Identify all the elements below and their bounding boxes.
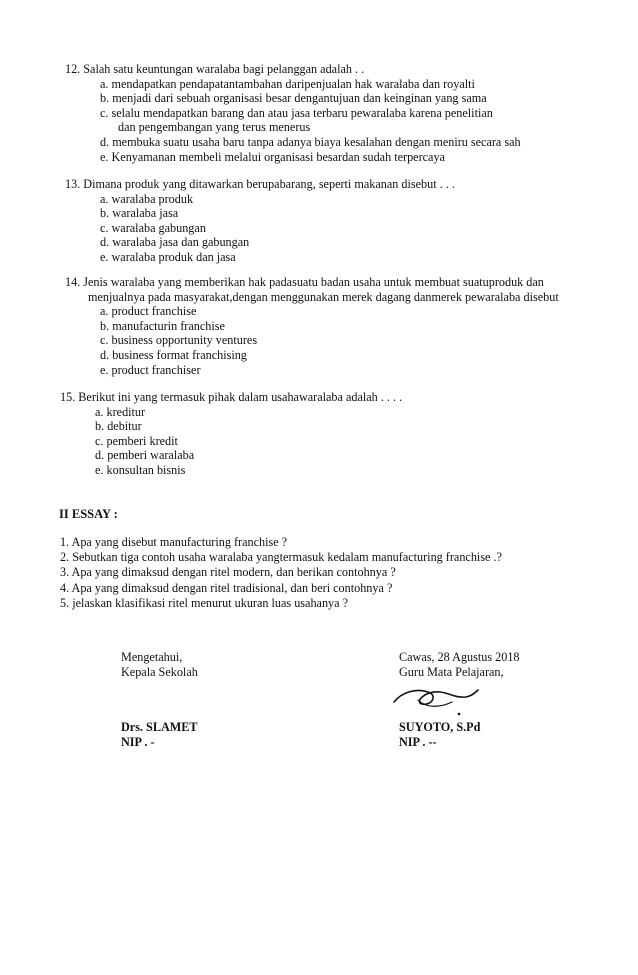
essay-item: 4. Apa yang dimaksud dengan ritel tradisional, dan beri contohnya ?: [60, 580, 393, 595]
option-b: b. manufacturin franchise: [100, 318, 225, 333]
question-stem-continuation: menjualnya pada masyarakat,dengan menggunakan merek dagang danmerek pewaralaba disebut: [88, 289, 559, 304]
option-e: e. product franchiser: [100, 362, 201, 377]
question-stem: 13. Dimana produk yang ditawarkan berupabarang, seperti makanan disebut . . .: [65, 177, 455, 191]
option-c: c. selalu mendapatkan barang dan atau jasa terbaru pewaralaba karena penelitian: [100, 105, 493, 120]
teacher-name: SUYOTO, S.Pd: [399, 720, 481, 734]
essay-item: 3. Apa yang dimaksud dengan ritel modern, dan berikan contohnya ?: [60, 565, 396, 580]
option-a: a. mendapatkan pendapatantambahan daripenjualan hak waralaba dan royalti: [100, 76, 475, 91]
essay-heading: II ESSAY :: [59, 507, 118, 521]
question-13: [65, 177, 455, 265]
sig-role-label: Guru Mata Pelajaran,: [399, 665, 504, 680]
option-c-continuation: dan pengembangan yang terus menerus: [118, 120, 311, 135]
signature-name-principal: [121, 720, 198, 750]
signature-block-principal: [121, 650, 198, 680]
option-a: a. product franchise: [100, 304, 197, 319]
option-d: d. waralaba jasa dan gabungan: [100, 235, 250, 250]
option-a: a. kreditur: [95, 404, 146, 419]
essay-item: 1. Apa yang disebut manufacturing franchise ?: [60, 535, 288, 549]
option-d: d. business format franchising: [100, 347, 247, 362]
question-12: [65, 62, 521, 164]
option-d: d. membuka suatu usaha baru tanpa adanya biaya kesalahan dengan meniru secara sah: [100, 134, 521, 149]
sig-acknowledge-label: Mengetahui,: [121, 650, 183, 664]
handwritten-signature: [388, 680, 483, 720]
signature-name-teacher: [399, 720, 480, 750]
sig-place-date: Cawas, 28 Agustus 2018: [399, 650, 520, 664]
question-stem: 14. Jenis waralaba yang memberikan hak padasuatu badan usaha untuk membuat suatuproduk dan: [65, 275, 544, 289]
option-e: e. waralaba produk dan jasa: [100, 249, 236, 264]
option-e: e. konsultan bisnis: [95, 462, 186, 477]
question-14: [65, 275, 559, 377]
option-b: b. waralaba jasa: [100, 206, 179, 221]
principal-nip: NIP . -: [121, 735, 155, 750]
essay-item: 2. Sebutkan tiga contoh usaha waralaba yangtermasuk kedalam manufacturing franchise .?: [60, 550, 502, 565]
question-15: [60, 390, 402, 478]
question-stem: 12. Salah satu keuntungan waralaba bagi pelanggan adalah . .: [65, 62, 365, 76]
question-stem: 15. Berikut ini yang termasuk pihak dalam usahawaralaba adalah . . . .: [60, 390, 403, 404]
option-c: c. waralaba gabungan: [100, 220, 206, 235]
option-c: c. pemberi kredit: [95, 433, 178, 448]
principal-name: Drs. SLAMET: [121, 720, 198, 734]
essay-list: [60, 535, 502, 611]
option-b: b. menjadi dari sebuah organisasi besar dengantujuan dan keinginan yang sama: [100, 91, 487, 106]
sig-role-label: Kepala Sekolah: [121, 665, 198, 680]
option-b: b. debitur: [95, 419, 142, 434]
essay-item: 5. jelaskan klasifikasi ritel menurut ukuran luas usahanya ?: [60, 595, 349, 610]
teacher-nip: NIP . --: [399, 735, 437, 750]
option-d: d. pemberi waralaba: [95, 448, 195, 463]
signature-block-teacher: [399, 650, 520, 680]
option-a: a. waralaba produk: [100, 191, 194, 206]
option-e: e. Kenyamanan membeli melalui organisasi besardan sudah terpercaya: [100, 149, 445, 164]
option-c: c. business opportunity ventures: [100, 333, 258, 348]
